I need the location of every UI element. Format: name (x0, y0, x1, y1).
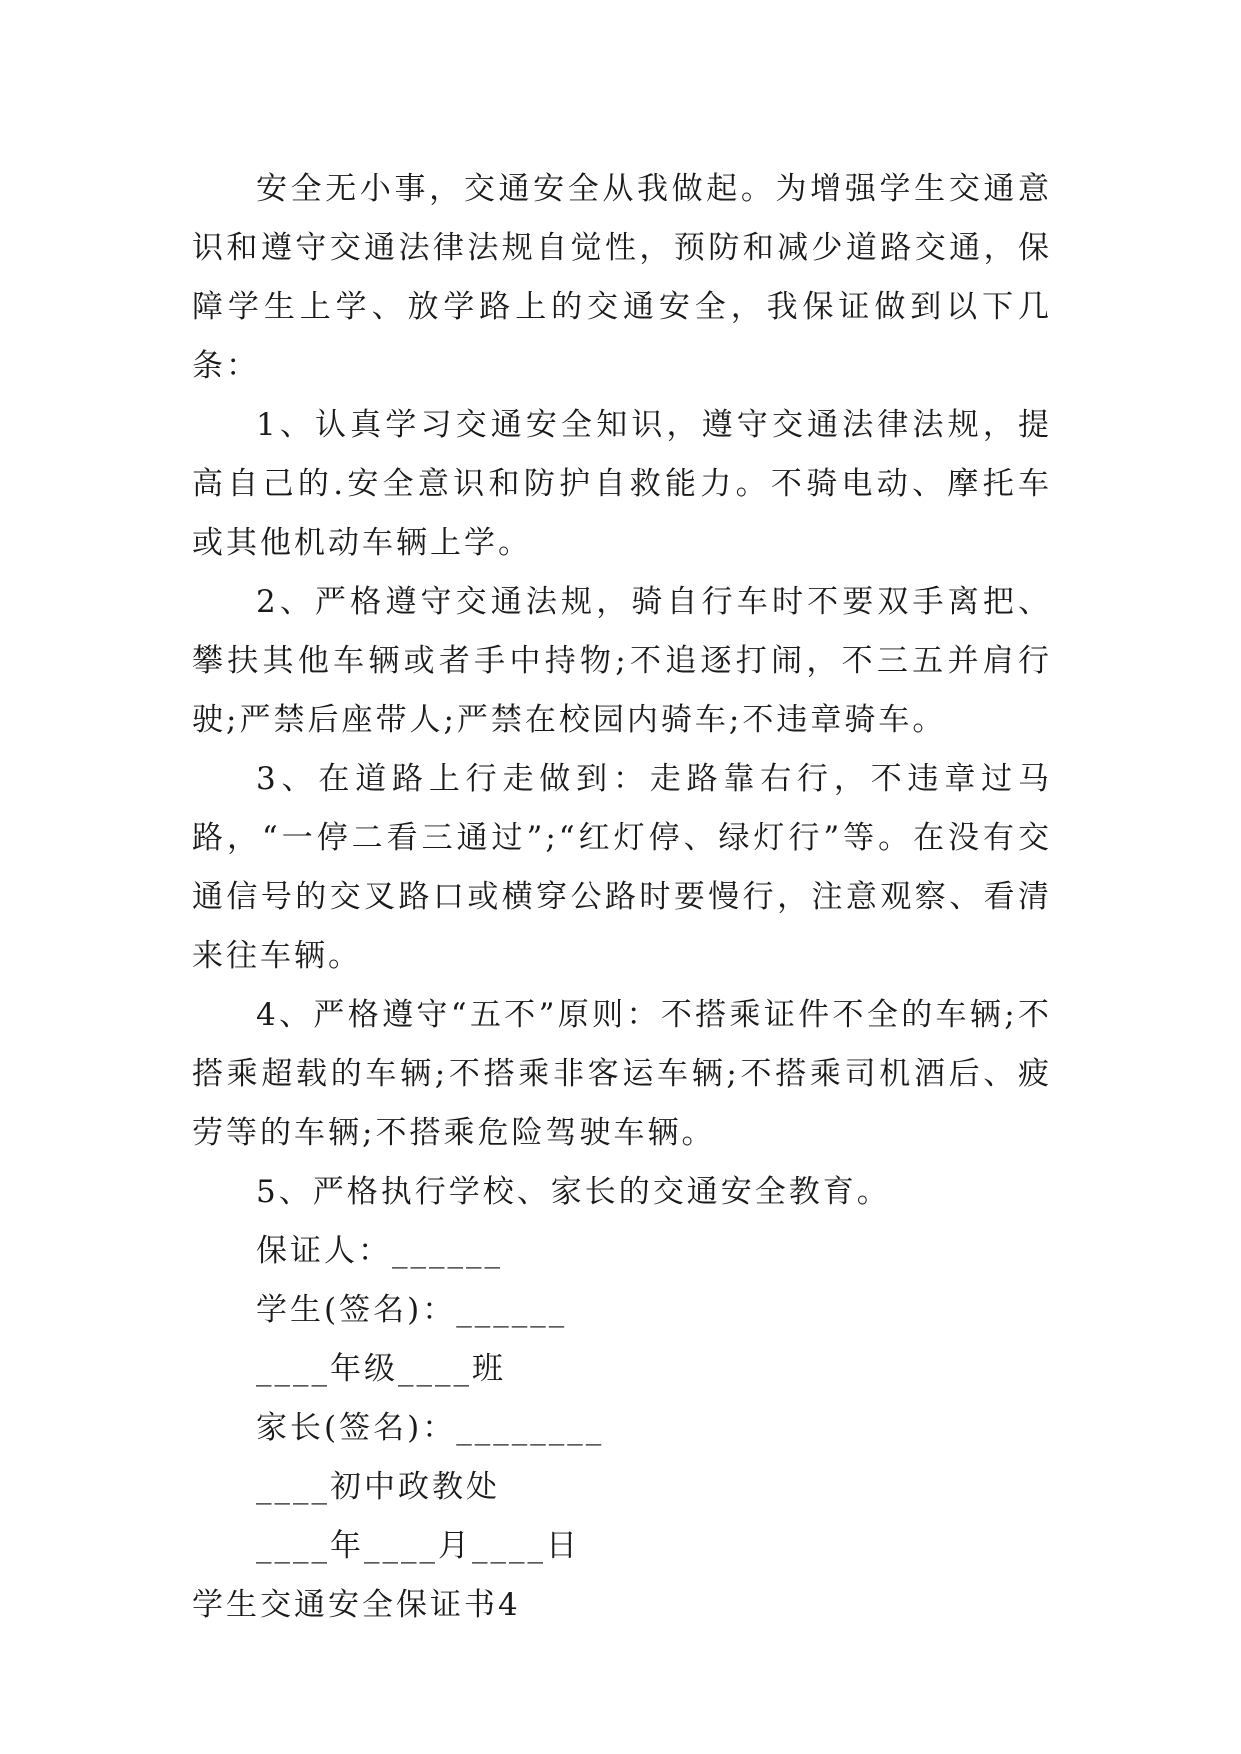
school-office-line: ____初中政教处 (256, 1469, 500, 1505)
item-2-paragraph: 2、严格遵守交通法规，骑自行车时不要双手离把、攀扶其他车辆或者手中持物;不追逐打闹，不三五并肩行驶;严禁后座带人;严禁在校园内骑车;不违章骑车。 (192, 584, 1052, 738)
guarantor-line: 保证人：______ (256, 1233, 503, 1269)
item-3-paragraph: 3、在道路上行走做到：走路靠右行，不违章过马路，“一停二看三通过”;“红灯停、绿灯行”等。在没有交通信号的交叉路口或横穿公路时要慢行，注意观察、看清来往车辆。 (192, 761, 1052, 974)
student-signature-line: 学生(签名)：______ (256, 1292, 568, 1328)
item-1-paragraph: 1、认真学习交通安全知识，遵守交通法律法规，提高自己的.安全意识和防护自救能力。不骑电动、摩托车或其他机动车辆上学。 (192, 407, 1052, 561)
item-5-paragraph: 5、严格执行学校、家长的交通安全教育。 (256, 1174, 891, 1210)
next-section-title: 学生交通安全保证书4 (192, 1587, 521, 1623)
document-page (192, 160, 1052, 1635)
grade-class-line: ____年级____班 (256, 1351, 506, 1387)
parent-signature-line: 家长(签名)：________ (256, 1410, 605, 1446)
item-4-paragraph: 4、严格遵守“五不”原则：不搭乘证件不全的车辆;不搭乘超载的车辆;不搭乘非客运车辆;不搭乘司机酒后、疲劳等的车辆;不搭乘危险驾驶车辆。 (192, 997, 1052, 1151)
date-line: ____年____月____日 (256, 1528, 580, 1564)
intro-paragraph: 安全无小事，交通安全从我做起。为增强学生交通意识和遵守交通法律法规自觉性，预防和减少道路交通，保障学生上学、放学路上的交通安全，我保证做到以下几条： (192, 171, 1052, 384)
